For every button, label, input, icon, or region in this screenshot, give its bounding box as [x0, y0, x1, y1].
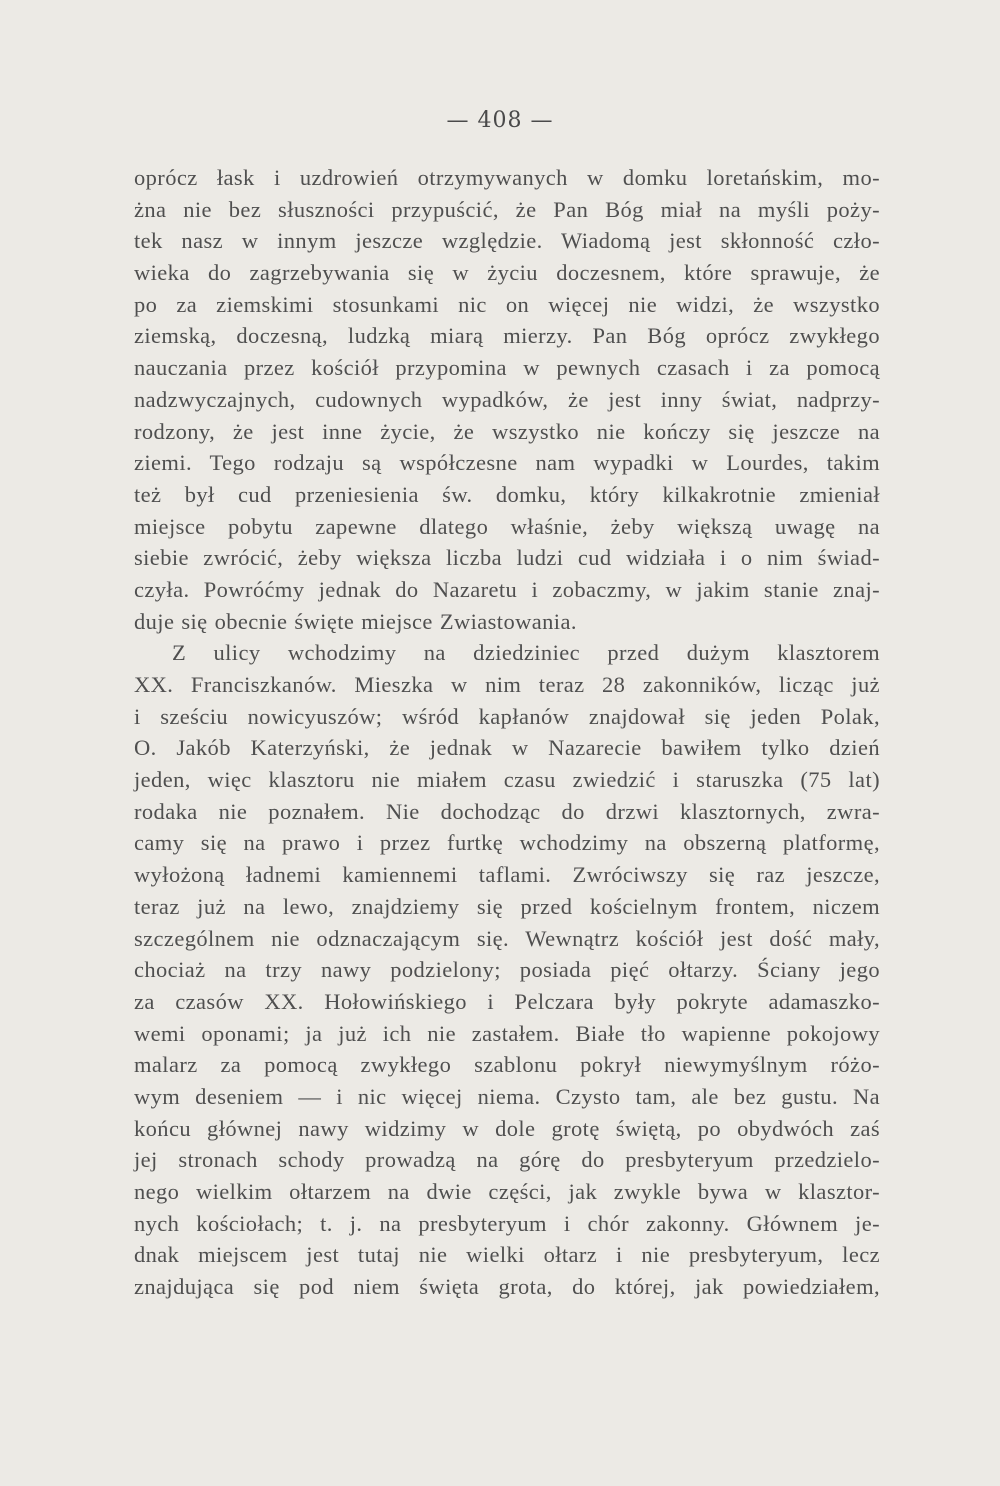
text-line: duje się obecnie święte miejsce Zwiastowania. [134, 608, 577, 634]
text-line: rodzony, że jest inne życie, że wszystko nie kończy się jeszcze na [134, 418, 880, 444]
text-line: i sześciu nowicyuszów; wśród kapłanów znajdował się jeden Polak, [134, 703, 880, 729]
text-line: ziemską, doczesną, ludzką miarą mierzy. Pan Bóg oprócz zwykłego [134, 323, 880, 349]
text-line: Z ulicy wchodzimy na dziedziniec przed dużym klasztorem [172, 640, 880, 666]
text-line: wyłożoną ładnemi kamiennemi taflami. Zwróciwszy się raz jeszcze, [134, 862, 880, 888]
text-line: tek nasz w innym jeszcze względzie. Wiadomą jest skłonność czło- [134, 228, 880, 254]
paragraph-2 [134, 637, 880, 1302]
text-line: żna nie bez słuszności przypuścić, że Pan Bóg miał na myśli poży- [134, 196, 880, 222]
text-line: jej stronach schody prowadzą na górę do presbyteryum przedzielo- [134, 1147, 880, 1173]
text-line: rodaka nie poznałem. Nie dochodząc do drzwi klasztornych, zwra- [134, 798, 880, 824]
text-line: nauczania przez kościół przypomina w pewnych czasach i za pomocą [134, 355, 880, 381]
text-line: nadzwyczajnych, cudownych wypadków, że jest inny świat, nadprzy- [134, 386, 880, 412]
text-line: czyła. Powróćmy jednak do Nazaretu i zobaczmy, w jakim stanie znaj- [134, 576, 880, 602]
text-line: miejsce pobytu zapewne dlatego właśnie, żeby większą uwagę na [134, 513, 880, 539]
text-line: nego wielkim ołtarzem na dwie części, jak zwykle bywa w klasztor- [134, 1179, 880, 1204]
text-line: XX. Franciszkanów. Mieszka w nim teraz 28 zakonników, licząc już [134, 672, 880, 697]
text-line: siebie zwrócić, żeby większa liczba ludzi cud widziała i o nim świad- [134, 545, 880, 571]
paragraph-1 [134, 162, 880, 637]
text-line: oprócz łask i uzdrowień otrzymywanych w domku loretańskim, mo- [134, 165, 880, 190]
text-line: za czasów XX. Hołowińskiego i Pelczara były pokryte adamaszko- [134, 988, 880, 1014]
text-line: teraz już na lewo, znajdziemy się przed kościelnym frontem, niczem [134, 893, 880, 919]
text-line: wemi oponami; ja już ich nie zastałem. Białe tło wapienne pokojowy [134, 1020, 880, 1046]
text-line: chociaż na trzy nawy podzielony; posiada pięć ołtarzy. Ściany jego [134, 957, 880, 983]
text-line: camy się na prawo i przez furtkę wchodzimy na obszerną platformę, [134, 830, 880, 856]
text-line: malarz za pomocą zwykłego szablonu pokrył niewymyślnym różo- [134, 1052, 880, 1078]
body-text [134, 162, 880, 1303]
text-line: O. Jakób Katerzyński, że jednak w Nazarecie bawiłem tylko dzień [134, 735, 880, 761]
text-line: po za ziemskimi stosunkami nic on więcej nie widzi, że wszystko [134, 291, 880, 317]
text-line: ziemi. Tego rodzaju są współczesne nam wypadki w Lourdes, takim [134, 450, 880, 476]
text-line: wym deseniem — i nic więcej niema. Czysto tam, ale bez gustu. Na [134, 1083, 880, 1109]
text-line: też był cud przeniesienia św. domku, który kilkakrotnie zmieniał [134, 481, 880, 507]
text-line: nych kościołach; t. j. na presbyteryum i chór zakonny. Głównem je- [134, 1210, 880, 1236]
text-line: końcu głównej nawy widzimy w dole grotę świętą, po obydwóch zaś [134, 1115, 880, 1141]
text-line: znajdująca się pod niem święta grota, do której, jak powiedziałem, [134, 1274, 880, 1300]
text-line: jeden, więc klasztoru nie miałem czasu zwiedzić i staruszka (75 lat) [134, 767, 880, 793]
text-line: wieka do zagrzebywania się w życiu doczesnem, które sprawuje, że [134, 260, 880, 286]
page-number: — 408 — [446, 108, 554, 133]
text-line: dnak miejscem jest tutaj nie wielki ołtarz i nie presbyteryum, lecz [134, 1242, 880, 1268]
text-line: szczególnem nie odznaczającym się. Wewnątrz kościół jest dość mały, [134, 925, 880, 951]
